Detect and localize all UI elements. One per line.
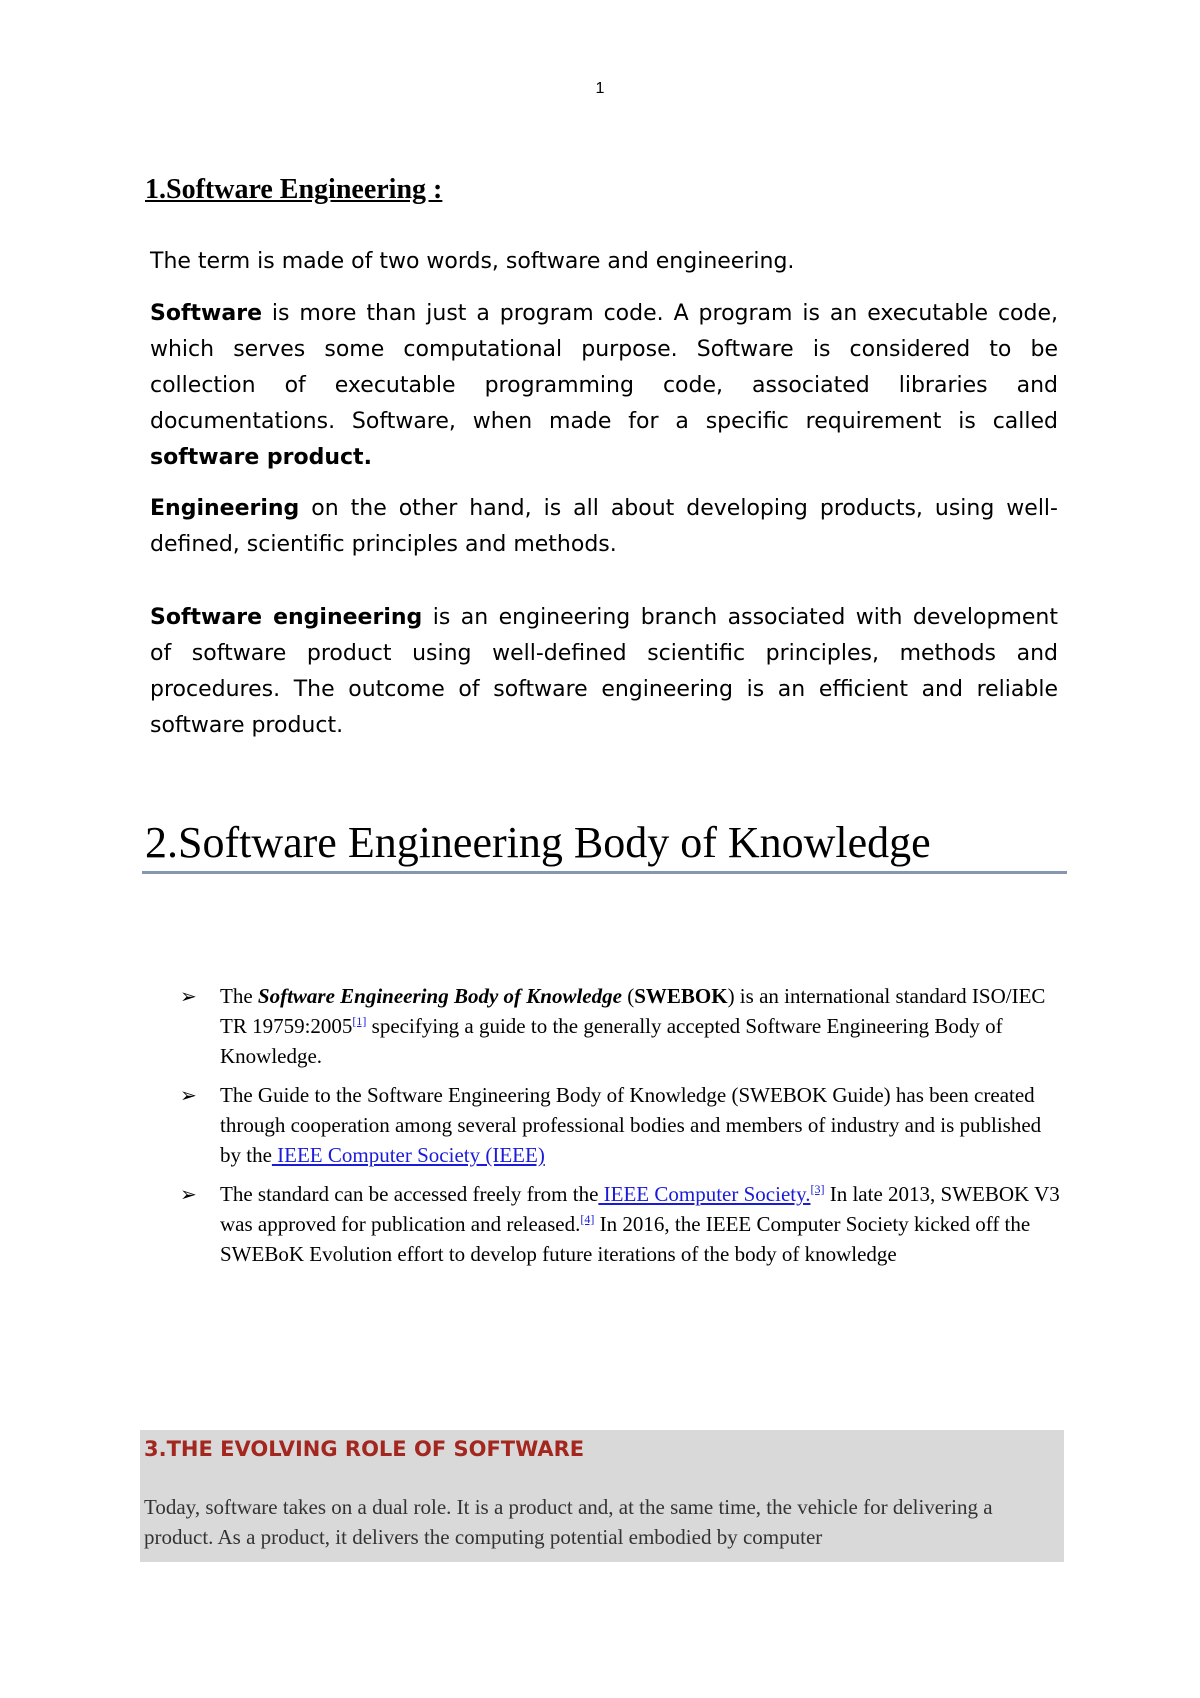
engineering-definition-paragraph (150, 491, 1058, 563)
list-item: ➢ The Guide to the Software Engineering Body of Knowledge (SWEBOK Guide) has been created through cooperation among several professional bodies and members of industry and is published by the IEEE Computer Society (IEEE) (180, 1080, 1060, 1170)
ieee-computer-society-link-2[interactable]: IEEE Computer Society. (598, 1182, 811, 1206)
arrowhead-bullet-icon: ➢ (180, 1083, 197, 1107)
swebok-bullet-list (180, 981, 1060, 1278)
list-item: ➢ The Software Engineering Body of Knowledge (SWEBOK) is an international standard ISO/IEC TR 19759:2005[1] specifying a guide to the generally accepted Software Engineering Body of Knowledge. (180, 981, 1060, 1071)
ieee-computer-society-link[interactable]: IEEE Computer Society (IEEE) (271, 1143, 545, 1167)
list-item: ➢ The standard can be accessed freely from the IEEE Computer Society.[3] In late 2013, SWEBOK V3 was approved for publication and released.[4] In 2016, the IEEE Computer Society kicked off the SWEBoK Evolution effort to develop future iterations of the body of knowledge (180, 1179, 1060, 1269)
arrowhead-bullet-icon: ➢ (180, 1182, 197, 1206)
section-2-heading: 2.Software Engineering Body of Knowledge (145, 818, 931, 867)
section-1-heading: 1.Software Engineering : (145, 174, 443, 205)
section-3-paragraph: Today, software takes on a dual role. It is a product and, at the same time, the vehicle for delivering a product. As a product, it delivers the computing potential embodied by computer (144, 1495, 993, 1549)
arrowhead-bullet-icon: ➢ (180, 984, 197, 1008)
section-3-heading: 3.THE EVOLVING ROLE OF SOFTWARE (144, 1437, 585, 1461)
citation-link-1[interactable]: [1] (352, 1014, 367, 1028)
heading-underline-rule (142, 871, 1067, 874)
software-definition-text: is more than just a program code. A program is an executable code, which serves some computational purpose. Software is considered to be collection of executable programming code, associated libraries and documentations. Software, when made for a specific requirement is called (150, 301, 1058, 434)
swebok-acronym: SWEBOK (634, 984, 728, 1008)
software-engineering-term: Software engineering (150, 605, 423, 630)
page-number: 1 (595, 80, 605, 97)
software-definition-paragraph (150, 296, 1058, 476)
software-engineering-definition-paragraph (150, 600, 1058, 744)
citation-link-3[interactable]: [3] (810, 1182, 825, 1196)
intro-paragraph: The term is made of two words, software and engineering. (150, 249, 795, 274)
engineering-term: Engineering (150, 496, 300, 521)
software-product-term: software product. (150, 445, 372, 470)
swebok-title-emphasis: Software Engineering Body of Knowledge (257, 984, 622, 1008)
software-engineering-definition-text: is an engineering branch associated with development of software product using well-defined scientific principles, methods and procedures. The outcome of software engineering is an efficient and reliable software product. (150, 605, 1058, 738)
engineering-definition-text: on the other hand, is all about developing products, using well-defined, scientific principles and methods. (150, 496, 1058, 557)
citation-link-4[interactable]: [4] (580, 1212, 595, 1226)
software-term: Software (150, 301, 262, 326)
